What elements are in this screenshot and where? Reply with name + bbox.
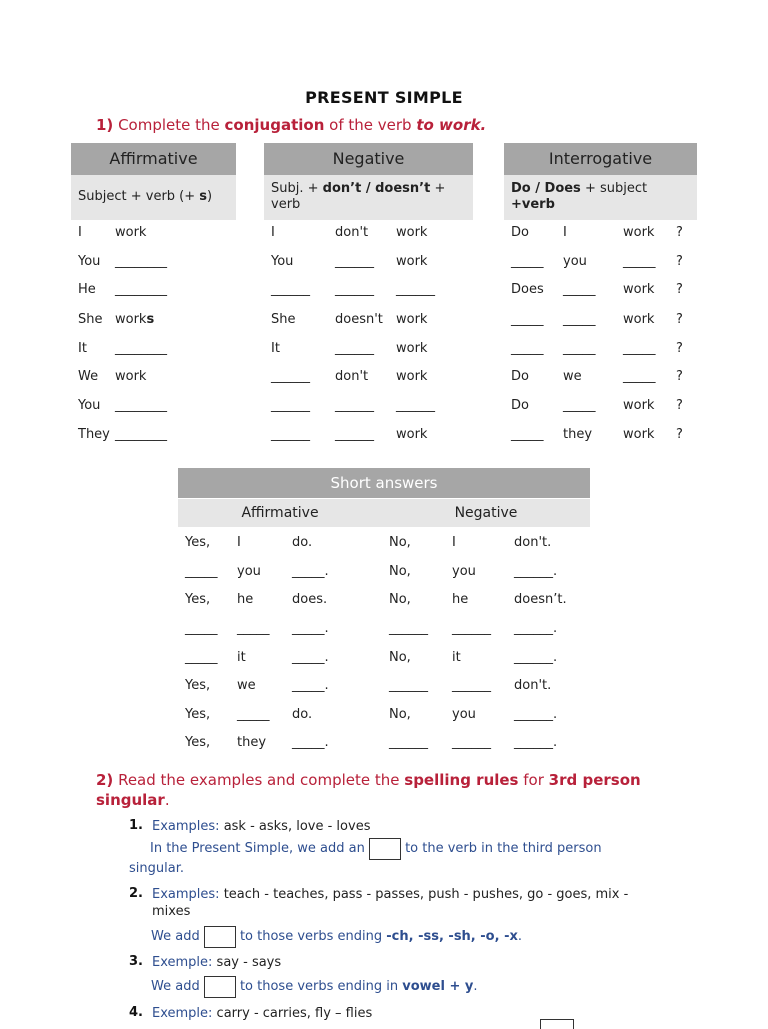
sa-aff-aux: do. bbox=[292, 535, 313, 550]
interrogative-header: Interrogative bbox=[504, 143, 697, 175]
affirmative-verb[interactable]: ________ bbox=[115, 341, 167, 356]
affirmative-subject: I bbox=[78, 225, 82, 240]
examples-label: Exemple: bbox=[152, 955, 213, 970]
negative-subject[interactable]: ______ bbox=[271, 282, 310, 297]
exercise-2-number: 2) bbox=[96, 771, 114, 789]
interrogative-subject[interactable]: _____ bbox=[563, 398, 596, 413]
instr-text: . bbox=[164, 791, 170, 809]
sa-neg-aux: don't. bbox=[514, 678, 552, 693]
formula-bold: +verb bbox=[511, 197, 555, 212]
interrogative-auxiliary: Do bbox=[511, 398, 529, 413]
examples-label: Examples: bbox=[152, 819, 220, 834]
interrogative-mark: ? bbox=[676, 341, 683, 356]
sa-neg-subject: it bbox=[452, 650, 461, 665]
rule-1-number: 1. bbox=[129, 818, 143, 833]
rule-3-number: 3. bbox=[129, 954, 143, 969]
negative-subject: It bbox=[271, 341, 280, 356]
interrogative-mark: ? bbox=[676, 225, 683, 240]
affirmative-verb[interactable]: ________ bbox=[115, 427, 167, 442]
instr-text: Read the examples and complete the bbox=[113, 771, 405, 789]
negative-auxiliary: don't bbox=[335, 369, 369, 384]
sa-aff-subject: it bbox=[237, 650, 246, 665]
instr-bold: spelling rules bbox=[404, 771, 519, 789]
short-answers-header: Short answers bbox=[178, 468, 590, 498]
sa-neg-word[interactable]: ______ bbox=[389, 621, 428, 636]
interrogative-auxiliary[interactable]: _____ bbox=[511, 427, 544, 442]
interrogative-mark: ? bbox=[676, 427, 683, 442]
rule-2-text bbox=[151, 926, 651, 948]
rule-3-examples bbox=[152, 954, 281, 971]
affirmative-verb: work bbox=[115, 225, 147, 240]
affirmative-formula bbox=[71, 175, 236, 220]
rule-2-examples bbox=[152, 886, 662, 920]
affirmative-subject: We bbox=[78, 369, 99, 384]
formula-bold: don’t / doesn’t bbox=[322, 181, 431, 196]
sa-neg-subject: he bbox=[452, 592, 469, 607]
negative-verb: work bbox=[396, 254, 428, 269]
short-answers-negative-label: Negative bbox=[454, 505, 518, 521]
interrogative-subject: you bbox=[563, 254, 587, 269]
affirmative-subject: It bbox=[78, 341, 87, 356]
sa-aff-word: Yes, bbox=[185, 592, 211, 607]
negative-auxiliary[interactable]: ______ bbox=[335, 398, 374, 413]
short-answers-subheader bbox=[178, 499, 590, 527]
affirmative-subject: They bbox=[78, 427, 110, 442]
sa-neg-subject: you bbox=[452, 707, 476, 722]
sa-aff-aux[interactable]: _____. bbox=[292, 735, 329, 750]
negative-auxiliary: don't bbox=[335, 225, 369, 240]
negative-verb[interactable]: ______ bbox=[396, 398, 435, 413]
sa-aff-aux[interactable]: _____. bbox=[292, 621, 329, 636]
answer-box[interactable] bbox=[204, 976, 236, 998]
sa-aff-aux[interactable]: _____. bbox=[292, 564, 329, 579]
sa-neg-subject[interactable]: ______ bbox=[452, 678, 491, 693]
interrogative-subject: we bbox=[563, 369, 582, 384]
instr-text: of the verb bbox=[324, 116, 417, 134]
instr-bold: to work. bbox=[416, 116, 487, 134]
sa-aff-subject[interactable]: _____ bbox=[237, 707, 270, 722]
interrogative-subject[interactable]: _____ bbox=[563, 312, 596, 327]
sa-aff-word: Yes, bbox=[185, 678, 211, 693]
interrogative-subject: I bbox=[563, 225, 567, 240]
formula-text: Subject + verb (+ bbox=[78, 189, 200, 204]
negative-subject[interactable]: ______ bbox=[271, 398, 310, 413]
sa-neg-subject: I bbox=[452, 535, 456, 550]
rule-2-number: 2. bbox=[129, 886, 143, 901]
sa-neg-subject[interactable]: ______ bbox=[452, 735, 491, 750]
negative-verb: work bbox=[396, 225, 428, 240]
instr-text: for bbox=[518, 771, 549, 789]
negative-auxiliary: doesn't bbox=[335, 312, 383, 327]
affirmative-verb[interactable]: ________ bbox=[115, 254, 167, 269]
examples-text: carry - carries, fly – flies bbox=[212, 1006, 373, 1021]
affirmative-verb[interactable]: ________ bbox=[115, 398, 167, 413]
instr-bold: conjugation bbox=[224, 116, 325, 134]
exercise-1-number: 1) bbox=[96, 116, 114, 134]
sa-aff-subject: I bbox=[237, 535, 241, 550]
sa-neg-aux[interactable]: ______. bbox=[514, 564, 558, 579]
interrogative-formula bbox=[504, 175, 697, 220]
sa-neg-word: No, bbox=[389, 535, 411, 550]
rule-text: to those verbs ending bbox=[235, 929, 387, 944]
negative-verb: work bbox=[396, 341, 428, 356]
rule-text: We add bbox=[151, 979, 204, 994]
formula-text: Subj. + bbox=[271, 181, 323, 196]
interrogative-mark: ? bbox=[676, 282, 683, 297]
rule-text: singular. bbox=[129, 861, 184, 876]
affirmative-verb: work bbox=[115, 369, 147, 384]
rule-text: to the verb in the third person bbox=[400, 841, 602, 856]
sa-neg-word: No, bbox=[389, 650, 411, 665]
interrogative-verb: work bbox=[623, 398, 655, 413]
sa-aff-aux: does. bbox=[292, 592, 328, 607]
page-title: PRESENT SIMPLE bbox=[305, 88, 463, 107]
rule-3-text bbox=[151, 976, 651, 998]
sa-aff-subject: we bbox=[237, 678, 256, 693]
negative-auxiliary[interactable]: ______ bbox=[335, 341, 374, 356]
sa-aff-word: Yes, bbox=[185, 735, 211, 750]
interrogative-auxiliary[interactable]: _____ bbox=[511, 254, 544, 269]
sa-neg-aux: don't. bbox=[514, 535, 552, 550]
sa-aff-word[interactable]: _____ bbox=[185, 650, 218, 665]
sa-aff-word: Yes, bbox=[185, 535, 211, 550]
interrogative-verb: work bbox=[623, 312, 655, 327]
rule-1-examples bbox=[152, 818, 370, 835]
sa-neg-aux[interactable]: ______. bbox=[514, 621, 558, 636]
interrogative-subject[interactable]: _____ bbox=[563, 341, 596, 356]
negative-auxiliary[interactable]: ______ bbox=[335, 427, 374, 442]
sa-neg-aux[interactable]: ______. bbox=[514, 707, 558, 722]
examples-label: Examples: bbox=[152, 887, 220, 902]
sa-aff-aux: do. bbox=[292, 707, 313, 722]
formula-bold: Do / Does bbox=[511, 181, 581, 196]
affirmative-header: Affirmative bbox=[71, 143, 236, 175]
sa-neg-subject: you bbox=[452, 564, 476, 579]
short-answers-affirmative-label: Affirmative bbox=[241, 505, 319, 521]
sa-aff-subject: he bbox=[237, 592, 254, 607]
examples-text: teach - teaches, pass - passes, push - pushes, go - goes, mix - bbox=[219, 887, 629, 902]
interrogative-auxiliary: Do bbox=[511, 225, 529, 240]
affirmative-verb[interactable]: ________ bbox=[115, 282, 167, 297]
examples-text: ask - asks, love - loves bbox=[219, 819, 371, 834]
formula-text: + verb bbox=[271, 181, 446, 212]
rule-text: In the Present Simple, we add an bbox=[150, 841, 369, 856]
examples-text: mixes bbox=[152, 904, 191, 919]
negative-subject[interactable]: ______ bbox=[271, 427, 310, 442]
formula-bold: s bbox=[199, 189, 208, 204]
examples-label: Exemple: bbox=[152, 1006, 213, 1021]
interrogative-subject: they bbox=[563, 427, 593, 442]
sa-aff-subject: they bbox=[237, 735, 267, 750]
rule-text: . bbox=[517, 929, 522, 944]
rule-bold: vowel + y bbox=[402, 979, 474, 994]
negative-subject: You bbox=[271, 254, 294, 269]
interrogative-auxiliary[interactable]: _____ bbox=[511, 341, 544, 356]
sa-neg-aux[interactable]: ______. bbox=[514, 735, 558, 750]
instr-bold: 3rd person singular bbox=[96, 771, 641, 809]
sa-aff-word[interactable]: _____ bbox=[185, 564, 218, 579]
exercise-1-instruction bbox=[96, 116, 486, 134]
negative-subject: She bbox=[271, 312, 296, 327]
interrogative-verb: work bbox=[623, 427, 655, 442]
negative-verb: work bbox=[396, 312, 428, 327]
examples-text: say - says bbox=[212, 955, 282, 970]
rule-4-number: 4. bbox=[129, 1005, 143, 1020]
interrogative-mark: ? bbox=[676, 254, 683, 269]
sa-neg-word[interactable]: ______ bbox=[389, 735, 428, 750]
interrogative-mark: ? bbox=[676, 398, 683, 413]
formula-text: ) bbox=[207, 189, 213, 204]
affirmative-subject: You bbox=[78, 398, 101, 413]
negative-formula bbox=[264, 175, 473, 220]
negative-header: Negative bbox=[264, 143, 473, 175]
affirmative-subject: She bbox=[78, 312, 103, 327]
affirmative-verb: works bbox=[115, 312, 155, 327]
interrogative-verb[interactable]: _____ bbox=[623, 254, 656, 269]
negative-verb[interactable]: ______ bbox=[396, 282, 435, 297]
interrogative-verb: work bbox=[623, 282, 655, 297]
negative-auxiliary[interactable]: ______ bbox=[335, 254, 374, 269]
rule-text: . bbox=[473, 979, 478, 994]
negative-subject[interactable]: ______ bbox=[271, 369, 310, 384]
affirmative-subject: You bbox=[78, 254, 101, 269]
sa-aff-subject[interactable]: _____ bbox=[237, 621, 270, 636]
sa-neg-aux[interactable]: ______. bbox=[514, 650, 558, 665]
rule-text: to those verbs ending in bbox=[235, 979, 403, 994]
sa-neg-word: No, bbox=[389, 592, 411, 607]
sa-aff-subject: you bbox=[237, 564, 261, 579]
negative-auxiliary[interactable]: ______ bbox=[335, 282, 374, 297]
interrogative-verb: work bbox=[623, 225, 655, 240]
sa-aff-word: Yes, bbox=[185, 707, 211, 722]
interrogative-verb[interactable]: _____ bbox=[623, 341, 656, 356]
sa-aff-aux[interactable]: _____. bbox=[292, 678, 329, 693]
rule-text: We add bbox=[151, 929, 204, 944]
answer-box[interactable] bbox=[540, 1019, 574, 1029]
interrogative-auxiliary[interactable]: _____ bbox=[511, 312, 544, 327]
rule-4-examples bbox=[152, 1005, 372, 1022]
interrogative-auxiliary: Does bbox=[511, 282, 544, 297]
interrogative-mark: ? bbox=[676, 312, 683, 327]
sa-neg-word: No, bbox=[389, 707, 411, 722]
sa-neg-subject[interactable]: ______ bbox=[452, 621, 491, 636]
negative-verb: work bbox=[396, 369, 428, 384]
negative-subject: I bbox=[271, 225, 275, 240]
rule-1-text bbox=[129, 838, 649, 877]
instr-text: Complete the bbox=[113, 116, 225, 134]
interrogative-subject[interactable]: _____ bbox=[563, 282, 596, 297]
sa-aff-word[interactable]: _____ bbox=[185, 621, 218, 636]
formula-text: + subject bbox=[580, 181, 648, 196]
negative-verb: work bbox=[396, 427, 428, 442]
answer-box[interactable] bbox=[204, 926, 236, 948]
interrogative-auxiliary: Do bbox=[511, 369, 529, 384]
sa-neg-word[interactable]: ______ bbox=[389, 678, 428, 693]
interrogative-mark: ? bbox=[676, 369, 683, 384]
answer-box[interactable] bbox=[369, 838, 401, 860]
affirmative-subject: He bbox=[78, 282, 96, 297]
sa-aff-aux[interactable]: _____. bbox=[292, 650, 329, 665]
sa-neg-aux: doesn’t. bbox=[514, 592, 567, 607]
rule-bold: -ch, -ss, -sh, -o, -x bbox=[386, 929, 518, 944]
exercise-2-instruction bbox=[96, 770, 656, 810]
sa-neg-word: No, bbox=[389, 564, 411, 579]
interrogative-verb[interactable]: _____ bbox=[623, 369, 656, 384]
